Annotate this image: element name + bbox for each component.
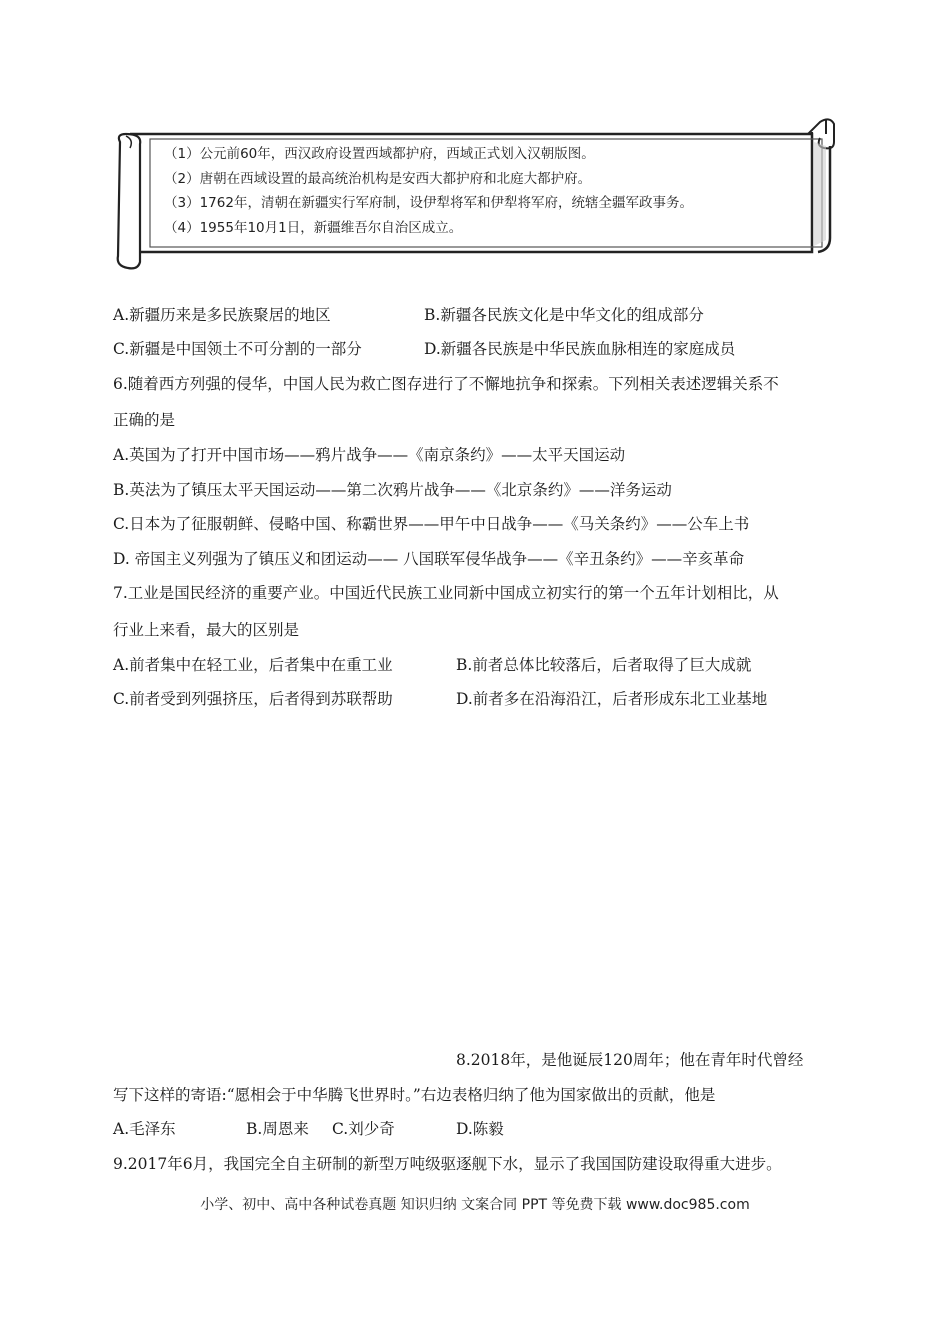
q8-stem-line2: 写下这样的寄语:“愿相会于中华腾飞世界时。”右边表格归纳了他为国家做出的贡献，他是 [113, 1086, 716, 1104]
scroll-item: （2）唐朝在西域设置的最高统治机构是安西大都护府和北庭大都护府。 [164, 170, 592, 187]
history-scroll-box [112, 112, 842, 272]
q5-option-a: A.新疆历来是多民族聚居的地区 [113, 306, 331, 324]
q6-stem-line1: 6.随着西方列强的侵华，中国人民为救亡图存进行了不懈地抗争和探索。下列相关表述逻辑关系不 [113, 375, 779, 393]
q6-option-a: A.英国为了打开中国市场——鸦片战争——《南京条约》——太平天国运动 [113, 446, 626, 464]
q7-option-b: B.前者总体比较落后，后者取得了巨大成就 [456, 656, 752, 674]
page-footer: 小学、初中、高中各种试卷真题 知识归纳 文案合同 PPT 等免费下载 www.doc985.com [200, 1197, 750, 1213]
q8-stem-line1: 8.2018年，是他诞辰120周年；他在青年时代曾经 [456, 1051, 804, 1069]
q5-option-c: C.新疆是中国领土不可分割的一部分 [113, 340, 362, 358]
q6-stem-line2: 正确的是 [113, 411, 176, 429]
q5-option-b: B.新疆各民族文化是中华文化的组成部分 [424, 306, 704, 324]
q6-option-b: B.英法为了镇压太平天国运动——第二次鸦片战争——《北京条约》——洋务运动 [113, 481, 672, 499]
q7-stem-line1: 7.工业是国民经济的重要产业。中国近代民族工业同新中国成立初实行的第一个五年计划相比，从 [113, 584, 779, 602]
scroll-item: （4）1955年10月1日，新疆维吾尔自治区成立。 [164, 219, 463, 236]
q9-stem: 9.2017年6月，我国完全自主研制的新型万吨级驱逐舰下水，显示了我国国防建设取得重大进步。 [113, 1155, 782, 1173]
q8-option-b: B.周恩来 [246, 1120, 309, 1138]
q7-option-d: D.前者多在沿海沿江，后者形成东北工业基地 [456, 690, 768, 708]
q8-option-d: D.陈毅 [456, 1120, 504, 1138]
q8-option-c: C.刘少奇 [332, 1120, 395, 1138]
q5-option-d: D.新疆各民族是中华民族血脉相连的家庭成员 [424, 340, 736, 358]
q7-option-c: C.前者受到列强挤压，后者得到苏联帮助 [113, 690, 393, 708]
scroll-item: （3）1762年，清朝在新疆实行军府制，设伊犁将军和伊犁将军府，统辖全疆军政事务。 [164, 195, 693, 211]
q6-option-d: D. 帝国主义列强为了镇压义和团运动—— 八国联军侵华战争——《辛丑条约》——辛亥革命 [113, 550, 745, 568]
scroll-item: （1）公元前60年，西汉政府设置西域都护府，西域正式划入汉朝版图。 [164, 146, 595, 162]
q7-option-a: A.前者集中在轻工业，后者集中在重工业 [113, 656, 393, 674]
q7-stem-line2: 行业上来看，最大的区别是 [113, 621, 300, 639]
q8-option-a: A.毛泽东 [113, 1120, 176, 1138]
scroll-text [164, 142, 824, 240]
q6-option-c: C.日本为了征服朝鲜、侵略中国、称霸世界——甲午中日战争——《马关条约》——公车上书 [113, 515, 750, 533]
